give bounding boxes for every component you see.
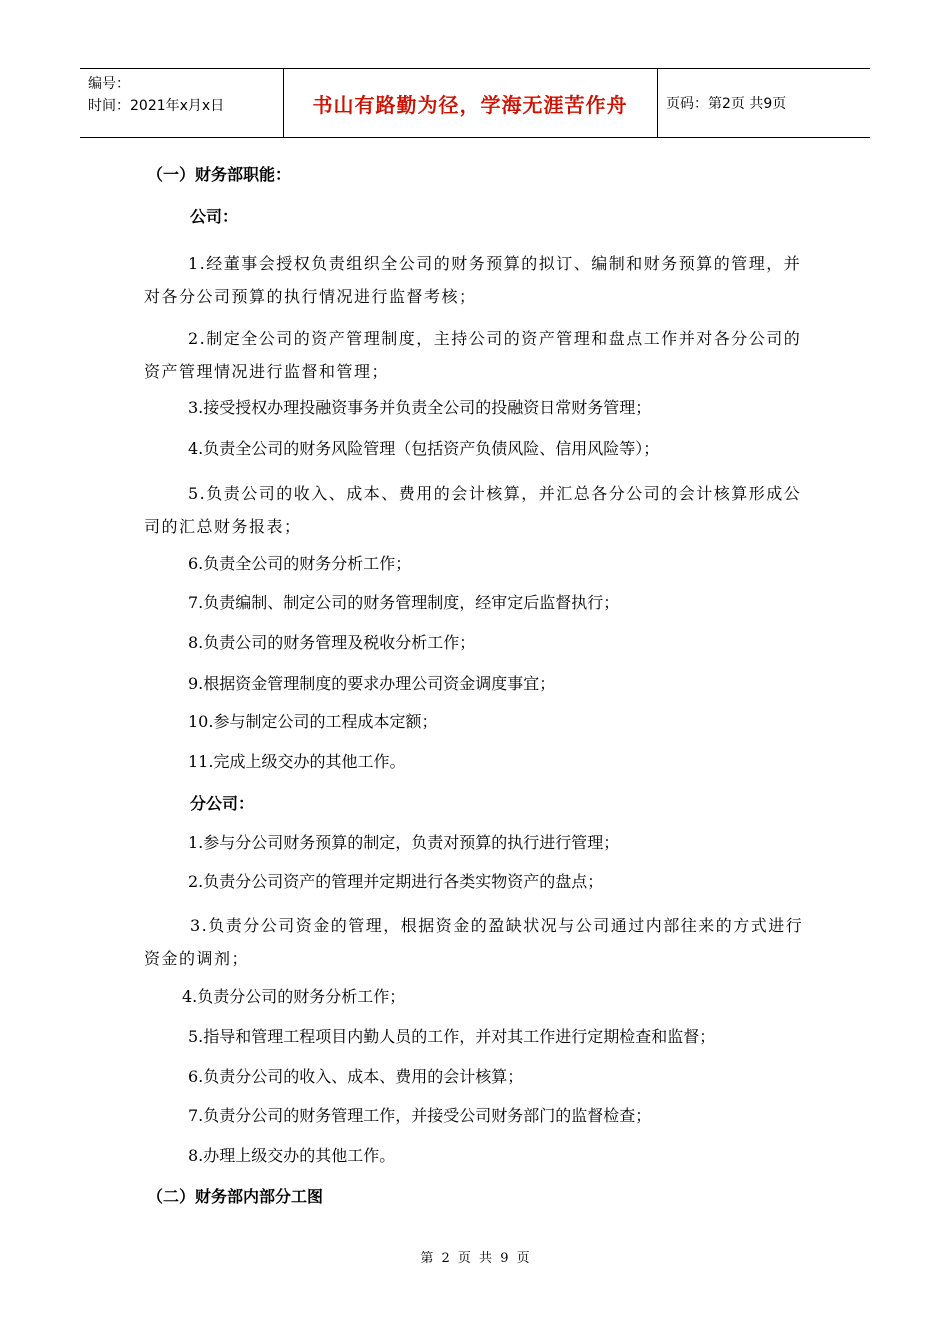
branch-item-4: 4.负责分公司的财务分析工作； xyxy=(182,987,406,1006)
branch-item-7: 7.负责分公司的财务管理工作，并接受公司财务部门的监督检查； xyxy=(188,1106,652,1125)
company-item-4: 4.负责全公司的财务风险管理（包括资产负债风险、信用风险等）； xyxy=(188,439,660,458)
page-footer: 第 2 页 共 9 页 xyxy=(420,1251,530,1266)
time-label: 时间：2021年x月x日 xyxy=(88,98,225,114)
branch-item-6: 6.负责分公司的收入、成本、费用的会计核算； xyxy=(188,1067,524,1086)
company-item-1: 1.经董事会授权负责组织全公司的财务预算的拟订、编制和财务预算的管理，并对各分公司预算的执行情况进行监督考核； xyxy=(144,254,802,306)
section1-title: （一）财务部职能： xyxy=(147,165,292,184)
company-item-2: 2.制定全公司的资产管理制度，主持公司的资产管理和盘点工作并对各分公司的资产管理情况进行监督和管理； xyxy=(144,329,802,381)
branch-item-2: 2.负责分公司资产的管理并定期进行各类实物资产的盘点； xyxy=(188,872,604,891)
branch-item-1: 1.参与分公司财务预算的制定，负责对预算的执行进行管理； xyxy=(188,833,620,852)
branch-item-5: 5.指导和管理工程项目内勤人员的工作，并对其工作进行定期检查和监督； xyxy=(188,1027,716,1046)
header-table xyxy=(80,68,870,138)
company-item-8: 8.负责公司的财务管理及税收分析工作； xyxy=(188,633,476,652)
header-page-code: 页码：第2页 共9页 xyxy=(666,96,787,112)
company-item-5: 5.负责公司的收入、成本、费用的会计核算，并汇总各分公司的会计核算形成公司的汇总财务报表； xyxy=(144,484,802,536)
branch-heading: 分公司： xyxy=(190,794,255,813)
company-heading: 公司： xyxy=(190,207,239,226)
company-item-9: 9.根据资金管理制度的要求办理公司资金调度事宜； xyxy=(188,674,556,693)
company-item-7: 7.负责编制、制定公司的财务管理制度，经审定后监督执行； xyxy=(188,593,620,612)
company-item-3: 3.接受授权办理投融资事务并负责全公司的投融资日常财务管理； xyxy=(188,398,652,417)
branch-item-8: 8.办理上级交办的其他工作。 xyxy=(188,1146,396,1165)
company-item-11: 11.完成上级交办的其他工作。 xyxy=(188,752,406,771)
company-item-6: 6.负责全公司的财务分析工作； xyxy=(188,554,412,573)
branch-item-3: 3.负责分公司资金的管理，根据资金的盈缺状况与公司通过内部往来的方式进行资金的调剂； xyxy=(144,916,804,968)
company-item-10: 10.参与制定公司的工程成本定额； xyxy=(188,712,438,731)
header-left-cell xyxy=(88,73,283,117)
header-divider xyxy=(657,69,658,137)
number-label: 编号： xyxy=(88,76,130,92)
section2-title: （二）财务部内部分工图 xyxy=(147,1187,324,1206)
header-motto: 书山有路勤为径，学海无涯苦作舟 xyxy=(312,92,628,117)
